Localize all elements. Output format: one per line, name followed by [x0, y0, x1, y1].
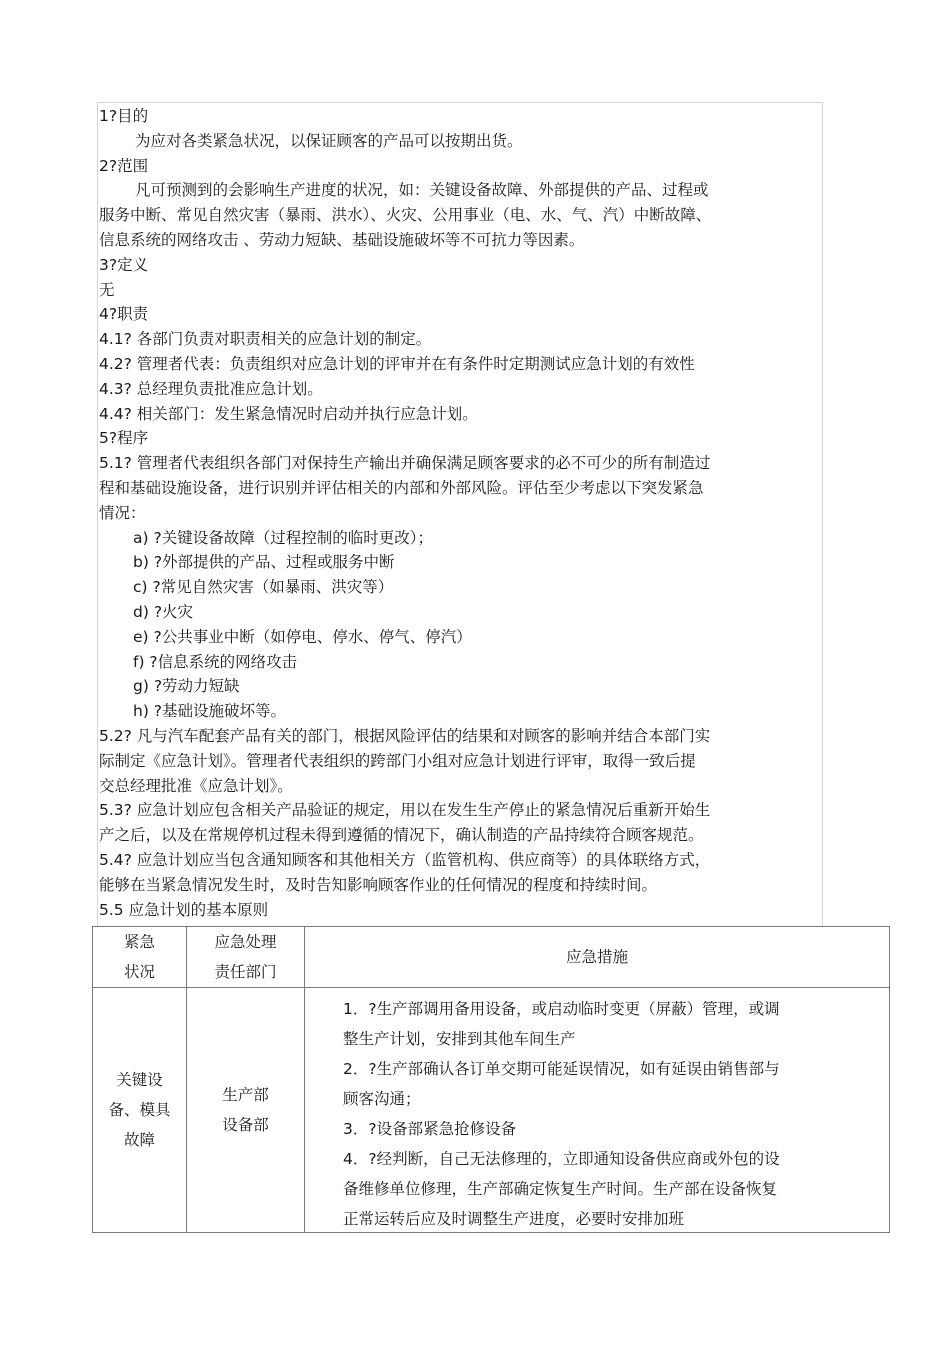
measure-line: 备维修单位修理，生产部确定恢复生产时间。生产部在设备恢复	[343, 1180, 778, 1198]
doc-line: f) ?信息系统的网络攻击	[133, 652, 298, 671]
doc-line: 程和基础设施设备，进行识别并评估相关的内部和外部风险。评估至少考虑以下突发紧急	[99, 478, 704, 497]
doc-line: b) ?外部提供的产品、过程或服务中断	[133, 553, 395, 572]
doc-line: 5.5 应急计划的基本原则	[99, 900, 269, 919]
doc-line: e) ?公共事业中断（如停电、停水、停气、停汽）	[133, 627, 472, 646]
doc-line: 5.4? 应急计划应当包含通知顾客和其他相关方（监管机构、供应商等）的具体联络方式，	[99, 850, 711, 869]
measures-list	[343, 994, 855, 1234]
doc-line: 2?范围	[99, 156, 149, 175]
measure-line: 1．?生产部调用备用设备，或启动临时变更（屏蔽）管理，或调	[343, 1000, 780, 1018]
doc-line: 3?定义	[99, 255, 149, 274]
doc-line: 能够在当紧急情况发生时，及时告知影响顾客作业的任何情况的程度和持续时间。	[99, 875, 658, 894]
doc-line: 无	[99, 280, 115, 299]
doc-line: 服务中断、常见自然灾害（暴雨、洪水）、火灾、公用事业（电、水、气、汽）中断故障、	[99, 206, 712, 225]
measure-line: 正常运转后应及时调整生产进度，必要时安排加班	[343, 1210, 685, 1228]
doc-line: 4?职责	[99, 305, 149, 324]
table-row	[93, 988, 890, 1233]
doc-line: 际制定《应急计划》。管理者代表组织的跨部门小组对应急计划进行评审，取得一致后提	[99, 751, 696, 770]
header-situation: 紧急 状况	[93, 927, 187, 988]
table-header-row	[93, 927, 890, 988]
doc-line: 情况：	[99, 503, 146, 522]
doc-line: 为应对各类紧急状况，以保证顾客的产品可以按期出货。	[135, 131, 523, 150]
doc-line: 5.3? 应急计划应包含相关产品验证的规定，用以在发生生产停止的紧急情况后重新开始生	[99, 801, 711, 820]
doc-line: 4.4? 相关部门：发生紧急情况时启动并执行应急计划。	[99, 404, 478, 423]
measure-line: 3．?设备部紧急抢修设备	[343, 1120, 517, 1138]
doc-line: 产之后，以及在常规停机过程未得到遵循的情况下，确认制造的产品持续符合顾客规范。	[99, 826, 704, 845]
doc-line: 4.1? 各部门负责对职责相关的应急计划的制定。	[99, 330, 432, 349]
cell-situation: 关键设 备、模具 故障	[93, 988, 187, 1233]
header-department: 应急处理 责任部门	[187, 927, 305, 988]
doc-line: 1?目的	[99, 107, 149, 125]
doc-line: c) ?常见自然灾害（如暴雨、洪灾等）	[133, 578, 394, 597]
header-measures: 应急措施	[305, 927, 890, 988]
measure-line: 4．?经判断，自己无法修理的，立即通知设备供应商或外包的设	[343, 1150, 780, 1168]
doc-line: 交总经理批准《应急计划》。	[99, 776, 293, 795]
doc-line: 信息系统的网络攻击 、劳动力短缺、基础设施破坏等不可抗力等因素。	[99, 230, 585, 249]
doc-line: a) ?关键设备故障（过程控制的临时更改）；	[133, 528, 433, 547]
measure-line: 整生产计划，安排到其他车间生产	[343, 1030, 576, 1048]
doc-line: 5?程序	[99, 429, 149, 448]
contingency-table	[92, 926, 890, 1233]
doc-line: h) ?基础设施破坏等。	[133, 702, 287, 721]
measure-line: 顾客沟通；	[343, 1090, 421, 1108]
doc-line: d) ?火灾	[133, 602, 194, 621]
doc-line: 5.2? 凡与汽车配套产品有关的部门，根据风险评估的结果和对顾客的影响并结合本部门实	[99, 726, 711, 745]
cell-department: 生产部 设备部	[187, 988, 305, 1233]
doc-line: 4.3? 总经理负责批准应急计划。	[99, 379, 323, 398]
doc-line: 凡可预测到的会影响生产进度的状况，如：关键设备故障、外部提供的产品、过程或	[135, 181, 709, 200]
measure-line: 2．?生产部确认各订单交期可能延误情况，如有延误由销售部与	[343, 1060, 780, 1078]
document-body	[99, 104, 819, 922]
doc-line: 4.2? 管理者代表：负责组织对应急计划的评审并在有条件时定期测试应急计划的有效性	[99, 354, 695, 373]
doc-line: 5.1? 管理者代表组织各部门对保持生产输出并确保满足顾客要求的必不可少的所有制造过	[99, 454, 711, 473]
doc-line: g) ?劳动力短缺	[133, 677, 240, 696]
cell-measures	[305, 988, 890, 1233]
